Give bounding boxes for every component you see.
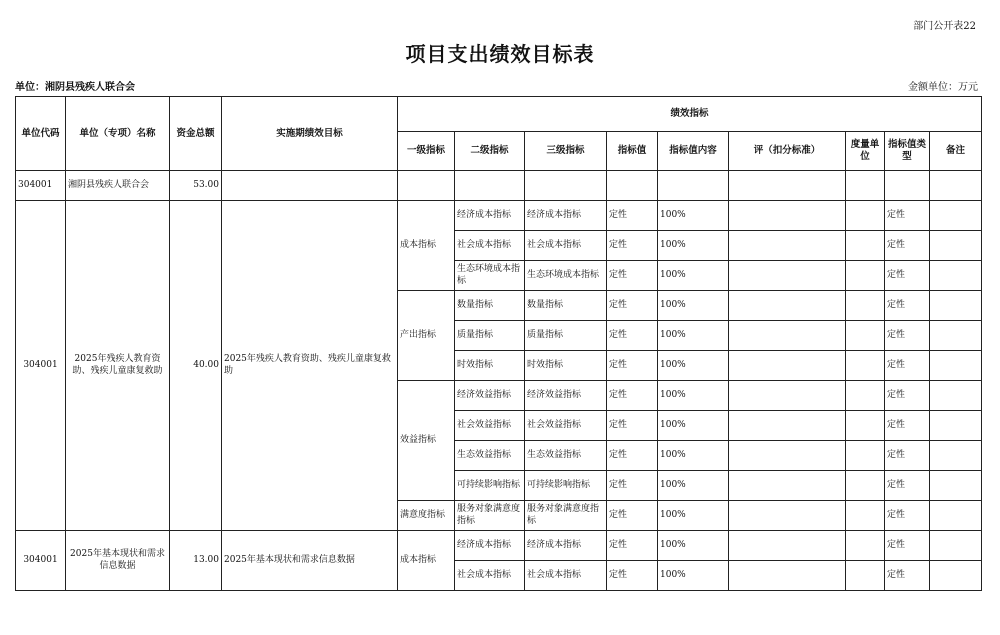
summary-amount: 53.00 — [170, 171, 222, 201]
table-row — [16, 531, 982, 561]
remark — [930, 231, 982, 261]
table-body — [16, 171, 982, 591]
scoring-standard — [729, 321, 846, 351]
scoring-standard — [729, 531, 846, 561]
header-level2: 二级指标 — [455, 132, 525, 171]
measure-unit — [846, 381, 885, 411]
value-type: 定性 — [885, 411, 930, 441]
level2-indicator: 数量指标 — [455, 291, 525, 321]
scoring-standard — [729, 411, 846, 441]
scoring-standard — [729, 291, 846, 321]
value-content: 100% — [658, 561, 729, 591]
measure-unit — [846, 351, 885, 381]
value-type: 定性 — [885, 351, 930, 381]
remark — [930, 261, 982, 291]
project-code: 304001 — [16, 201, 66, 531]
project-amount: 13.00 — [170, 531, 222, 591]
level1-indicator: 效益指标 — [398, 381, 455, 501]
indicator-value: 定性 — [607, 231, 658, 261]
summary-row — [16, 171, 982, 201]
level1-indicator: 成本指标 — [398, 531, 455, 591]
level3-indicator: 社会成本指标 — [525, 561, 607, 591]
value-type: 定性 — [885, 561, 930, 591]
value-type: 定性 — [885, 381, 930, 411]
level2-indicator: 生态效益指标 — [455, 441, 525, 471]
value-type: 定性 — [885, 291, 930, 321]
level2-indicator: 质量指标 — [455, 321, 525, 351]
remark — [930, 531, 982, 561]
header-total-funds: 资金总额 — [170, 97, 222, 171]
scoring-standard — [729, 231, 846, 261]
level3-indicator: 生态效益指标 — [525, 441, 607, 471]
remark — [930, 441, 982, 471]
indicator-value: 定性 — [607, 531, 658, 561]
project-amount: 40.00 — [170, 201, 222, 531]
header-performance-goal: 实施期绩效目标 — [222, 97, 398, 171]
level2-indicator: 时效指标 — [455, 351, 525, 381]
measure-unit — [846, 201, 885, 231]
scoring-standard — [729, 441, 846, 471]
value-content: 100% — [658, 201, 729, 231]
header-level3: 三级指标 — [525, 132, 607, 171]
level3-indicator: 经济成本指标 — [525, 201, 607, 231]
level3-indicator: 社会成本指标 — [525, 231, 607, 261]
level3-indicator: 生态环境成本指标 — [525, 261, 607, 291]
indicator-value: 定性 — [607, 411, 658, 441]
project-code: 304001 — [16, 531, 66, 591]
project-name: 2025年残疾人教育资助、残疾儿童康复救助 — [66, 201, 170, 531]
value-content: 100% — [658, 351, 729, 381]
level2-indicator: 社会效益指标 — [455, 411, 525, 441]
header-unit-name: 单位（专项）名称 — [66, 97, 170, 171]
value-content: 100% — [658, 411, 729, 441]
remark — [930, 321, 982, 351]
level2-indicator: 经济效益指标 — [455, 381, 525, 411]
level1-indicator: 产出指标 — [398, 291, 455, 381]
remark — [930, 501, 982, 531]
header-scoring-standard: 评（扣分标准） — [729, 132, 846, 171]
value-type: 定性 — [885, 441, 930, 471]
indicator-value: 定性 — [607, 471, 658, 501]
table-row — [16, 201, 982, 231]
remark — [930, 561, 982, 591]
level3-indicator: 经济效益指标 — [525, 381, 607, 411]
measure-unit — [846, 291, 885, 321]
value-content: 100% — [658, 441, 729, 471]
measure-unit — [846, 531, 885, 561]
value-type: 定性 — [885, 501, 930, 531]
indicator-value: 定性 — [607, 201, 658, 231]
indicator-value: 定性 — [607, 321, 658, 351]
form-number: 部门公开表22 — [913, 21, 976, 32]
header-unit-code: 单位代码 — [16, 97, 66, 171]
header-value-type: 指标值类型 — [885, 132, 930, 171]
value-content: 100% — [658, 471, 729, 501]
indicator-value: 定性 — [607, 501, 658, 531]
value-type: 定性 — [885, 201, 930, 231]
project-name: 2025年基本现状和需求信息数据 — [66, 531, 170, 591]
level2-indicator: 社会成本指标 — [455, 561, 525, 591]
scoring-standard — [729, 201, 846, 231]
measure-unit — [846, 321, 885, 351]
summary-code: 304001 — [16, 171, 66, 201]
level2-indicator: 经济成本指标 — [455, 531, 525, 561]
indicator-value: 定性 — [607, 351, 658, 381]
summary-name: 湘阴县残疾人联合会 — [66, 171, 170, 201]
level1-indicator: 满意度指标 — [398, 501, 455, 531]
measure-unit — [846, 261, 885, 291]
remark — [930, 201, 982, 231]
level2-indicator: 生态环境成本指标 — [455, 261, 525, 291]
measure-unit — [846, 471, 885, 501]
remark — [930, 471, 982, 501]
project-goal: 2025年残疾人教育资助、残疾儿童康复救助 — [222, 201, 398, 531]
value-type: 定性 — [885, 261, 930, 291]
scoring-standard — [729, 261, 846, 291]
scoring-standard — [729, 471, 846, 501]
value-type: 定性 — [885, 321, 930, 351]
value-content: 100% — [658, 381, 729, 411]
measure-unit — [846, 501, 885, 531]
performance-table — [15, 96, 982, 591]
scoring-standard — [729, 501, 846, 531]
level2-indicator: 服务对象满意度指标 — [455, 501, 525, 531]
value-content: 100% — [658, 531, 729, 561]
scoring-standard — [729, 351, 846, 381]
indicator-value: 定性 — [607, 261, 658, 291]
remark — [930, 381, 982, 411]
level2-indicator: 经济成本指标 — [455, 201, 525, 231]
value-content: 100% — [658, 291, 729, 321]
level2-indicator: 社会成本指标 — [455, 231, 525, 261]
page-title: 项目支出绩效目标表 — [405, 42, 595, 66]
measure-unit — [846, 231, 885, 261]
value-type: 定性 — [885, 231, 930, 261]
amount-unit-label: 金额单位：万元 — [908, 82, 978, 93]
remark — [930, 351, 982, 381]
remark — [930, 291, 982, 321]
value-content: 100% — [658, 321, 729, 351]
header-indicator-value: 指标值 — [607, 132, 658, 171]
indicator-value: 定性 — [607, 561, 658, 591]
project-goal: 2025年基本现状和需求信息数据 — [222, 531, 398, 591]
level3-indicator: 数量指标 — [525, 291, 607, 321]
level3-indicator: 时效指标 — [525, 351, 607, 381]
header-remark: 备注 — [930, 132, 982, 171]
value-content: 100% — [658, 261, 729, 291]
unit-label: 单位：湘阴县残疾人联合会 — [15, 82, 135, 93]
scoring-standard — [729, 561, 846, 591]
remark — [930, 411, 982, 441]
measure-unit — [846, 441, 885, 471]
header-performance-indicators: 绩效指标 — [398, 97, 982, 132]
header-level1: 一级指标 — [398, 132, 455, 171]
level3-indicator: 经济成本指标 — [525, 531, 607, 561]
level2-indicator: 可持续影响指标 — [455, 471, 525, 501]
level3-indicator: 可持续影响指标 — [525, 471, 607, 501]
value-type: 定性 — [885, 531, 930, 561]
measure-unit — [846, 561, 885, 591]
level3-indicator: 质量指标 — [525, 321, 607, 351]
header-value-content: 指标值内容 — [658, 132, 729, 171]
scoring-standard — [729, 381, 846, 411]
indicator-value: 定性 — [607, 381, 658, 411]
level3-indicator: 社会效益指标 — [525, 411, 607, 441]
indicator-value: 定性 — [607, 441, 658, 471]
value-content: 100% — [658, 501, 729, 531]
value-type: 定性 — [885, 471, 930, 501]
header-measure-unit: 度量单位 — [846, 132, 885, 171]
measure-unit — [846, 411, 885, 441]
indicator-value: 定性 — [607, 291, 658, 321]
level1-indicator: 成本指标 — [398, 201, 455, 291]
level3-indicator: 服务对象满意度指标 — [525, 501, 607, 531]
value-content: 100% — [658, 231, 729, 261]
